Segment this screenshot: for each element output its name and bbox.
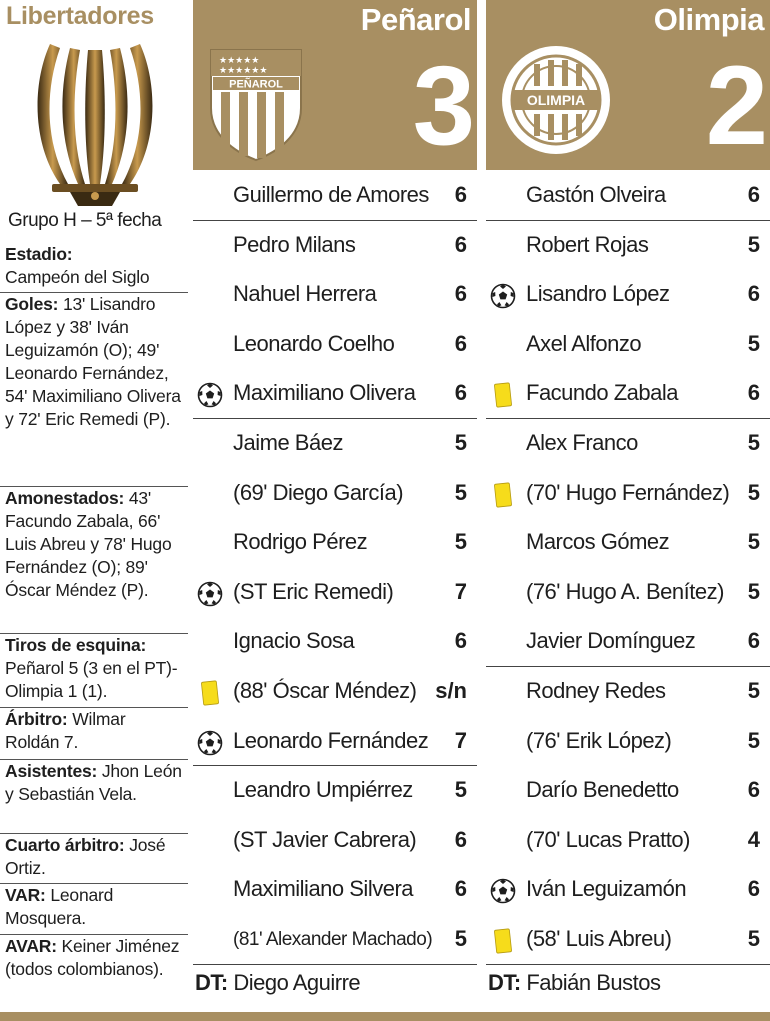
- player-name: Marcos Gómez: [526, 529, 670, 555]
- player-rating: 6: [454, 876, 467, 902]
- player-name: Iván Leguizamón: [526, 876, 687, 902]
- player-rating: 6: [454, 182, 467, 207]
- row-divider: [486, 964, 770, 965]
- player-row: [486, 222, 770, 271]
- player-rating: 5: [747, 578, 760, 604]
- info-avar: [0, 934, 188, 981]
- info-label: Goles:: [5, 294, 59, 314]
- player-rating: 6: [454, 380, 467, 406]
- player-rating: 5: [747, 678, 760, 703]
- player-row: [486, 718, 770, 767]
- info-text: 43' Facundo Zabala, 66' Luis Abreu y 78' Hugo Fernández (O); 89' Óscar Méndez (P).: [5, 488, 172, 600]
- player-name: Darío Benedetto: [526, 777, 679, 803]
- player-rating: 6: [747, 628, 760, 654]
- row-divider: [486, 666, 770, 667]
- player-rating: 7: [454, 578, 467, 604]
- player-name: Maximiliano Silvera: [233, 876, 414, 902]
- player-row: [486, 420, 770, 469]
- info-corners: [0, 633, 188, 703]
- row-divider: [193, 964, 477, 965]
- yellow-card-icon: [490, 928, 516, 954]
- player-rating: 6: [454, 281, 467, 307]
- player-rating: 5: [747, 529, 760, 555]
- info-label: VAR:: [5, 885, 46, 905]
- info-var: [0, 883, 188, 930]
- player-row: [486, 569, 770, 618]
- row-divider: [193, 418, 477, 419]
- info-text: Wilmar Roldán 7.: [5, 709, 126, 752]
- player-rating: 7: [454, 727, 467, 753]
- player-row: [193, 668, 477, 717]
- player-row: [486, 866, 770, 915]
- player-row: [193, 420, 477, 469]
- svg-text:★★★★★: ★★★★★: [219, 56, 260, 66]
- player-rating: 5: [454, 777, 467, 803]
- coach-name: Fabián Bustos: [526, 970, 661, 995]
- row-divider: [193, 220, 477, 221]
- player-rating: 4: [747, 826, 760, 852]
- player-name: Robert Rojas: [526, 231, 649, 257]
- player-name: (81' Alexander Machado): [233, 929, 433, 950]
- group-round: Grupo H – 5ª fecha: [8, 210, 162, 231]
- bottom-gold-bar: [0, 1012, 770, 1021]
- player-row: [193, 866, 477, 915]
- player-row: [193, 321, 477, 370]
- player-row: [486, 370, 770, 419]
- player-name: (88' Óscar Méndez): [233, 678, 417, 703]
- player-name: Guillermo de Amores: [233, 182, 429, 207]
- row-divider: [486, 220, 770, 221]
- info-label: Asistentes:: [5, 761, 98, 781]
- info-bookings: [0, 486, 188, 602]
- player-rating: 6: [454, 231, 467, 257]
- player-row: [486, 767, 770, 816]
- player-name: (ST Javier Cabrera): [233, 826, 417, 852]
- coach-name: Diego Aguirre: [233, 970, 361, 995]
- player-name: (76' Erik López): [526, 727, 672, 753]
- info-assistants: [0, 759, 188, 806]
- player-name: Leonardo Fernández: [233, 727, 429, 753]
- crest-label: PEÑAROL: [229, 78, 283, 91]
- away-team-name: Olimpia: [653, 2, 764, 37]
- home-coach: [195, 970, 360, 996]
- away-coach: [488, 970, 660, 996]
- player-name: Facundo Zabala: [526, 380, 678, 406]
- info-text: Campeón del Siglo: [5, 267, 150, 287]
- home-team-name: Peñarol: [360, 2, 471, 37]
- player-row: [193, 222, 477, 271]
- player-name: (ST Eric Remedi): [233, 578, 394, 604]
- player-row: [193, 470, 477, 519]
- player-row: [193, 172, 477, 221]
- player-rating: s/n: [435, 678, 467, 703]
- player-row: [486, 172, 770, 221]
- home-team-banner: [193, 0, 477, 170]
- player-name: Ignacio Sosa: [233, 628, 355, 654]
- player-rating: 6: [747, 380, 760, 406]
- player-name: Leonardo Coelho: [233, 330, 395, 356]
- player-row: [193, 519, 477, 568]
- ball-icon: [490, 878, 516, 904]
- info-text: Jhon León y Sebastián Vela.: [5, 761, 182, 804]
- player-row: [486, 321, 770, 370]
- player-name: Lisandro López: [526, 281, 670, 307]
- player-rating: 6: [454, 628, 467, 654]
- ball-icon: [197, 382, 223, 408]
- player-row: [486, 470, 770, 519]
- info-label: Tiros de esquina:: [5, 635, 147, 655]
- player-name: (58' Luis Abreu): [526, 926, 672, 951]
- away-team-banner: [486, 0, 770, 170]
- player-rating: 5: [454, 479, 467, 505]
- yellow-card-icon: [490, 382, 516, 408]
- info-fourth-official: [0, 833, 188, 880]
- info-text: Keiner Jiménez (todos colombianos).: [5, 936, 180, 979]
- player-name: Rodrigo Pérez: [233, 529, 368, 555]
- player-row: [486, 668, 770, 717]
- player-name: (76' Hugo A. Benítez): [526, 578, 724, 604]
- player-rating: 6: [454, 330, 467, 356]
- away-team-score: 2: [705, 43, 764, 168]
- info-text: 13' Lisandro López y 38' Iván Leguizamón (O); 49' Leonardo Fernández, 54' Maximiliano Olivera y 72' Eric Remedi (P).: [5, 294, 181, 429]
- info-referee: [0, 707, 188, 754]
- info-goals: [0, 292, 188, 431]
- player-rating: 5: [747, 231, 760, 257]
- player-row: [193, 271, 477, 320]
- player-rating: 5: [747, 926, 760, 951]
- player-name: Alex Franco: [526, 430, 638, 455]
- player-row: [486, 618, 770, 667]
- player-row: [486, 916, 770, 965]
- match-info-column: [0, 0, 188, 1021]
- player-rating: 5: [454, 430, 467, 455]
- svg-text:★★★★★★: ★★★★★★: [219, 66, 268, 76]
- player-row: [193, 916, 477, 965]
- player-row: [193, 370, 477, 419]
- player-row: [193, 569, 477, 618]
- player-row: [486, 271, 770, 320]
- player-rating: 5: [454, 529, 467, 555]
- info-label: Cuarto árbitro:: [5, 835, 125, 855]
- info-text: José Ortiz.: [5, 835, 166, 878]
- player-name: Gastón Olveira: [526, 182, 666, 207]
- player-row: [193, 817, 477, 866]
- ball-icon: [490, 283, 516, 309]
- player-rating: 6: [747, 876, 760, 902]
- competition-title: Libertadores: [6, 2, 154, 30]
- yellow-card-icon: [490, 482, 516, 508]
- player-name: Axel Alfonzo: [526, 330, 642, 356]
- player-row: [486, 817, 770, 866]
- player-name: Rodney Redes: [526, 678, 666, 703]
- info-label: AVAR:: [5, 936, 57, 956]
- player-row: [486, 519, 770, 568]
- penarol-crest-icon: [205, 44, 307, 162]
- coach-label: DT:: [195, 970, 228, 995]
- crest-label: OLIMPIA: [526, 92, 586, 108]
- player-rating: 6: [747, 777, 760, 803]
- player-rating: 5: [747, 727, 760, 753]
- player-row: [193, 767, 477, 816]
- player-name: Javier Domínguez: [526, 628, 696, 654]
- player-name: Maximiliano Olivera: [233, 380, 416, 406]
- info-label: Árbitro:: [5, 709, 68, 729]
- row-divider: [486, 418, 770, 419]
- player-rating: 6: [747, 182, 760, 207]
- player-name: Pedro Milans: [233, 231, 356, 257]
- player-name: (70' Lucas Pratto): [526, 826, 690, 852]
- player-rating: 5: [454, 926, 467, 951]
- info-stadium: [0, 243, 188, 289]
- ball-icon: [197, 581, 223, 607]
- player-rating: 5: [747, 330, 760, 356]
- info-label: Estadio:: [5, 244, 73, 264]
- info-label: Amonestados:: [5, 488, 125, 508]
- row-divider: [193, 765, 477, 766]
- player-name: Leandro Umpiérrez: [233, 777, 413, 803]
- coach-label: DT:: [488, 970, 521, 995]
- player-name: (70' Hugo Fernández): [526, 479, 730, 505]
- player-rating: 6: [454, 826, 467, 852]
- player-row: [193, 718, 477, 767]
- player-rating: 5: [747, 430, 760, 455]
- olimpia-crest-icon: [500, 40, 612, 160]
- player-rating: 6: [747, 281, 760, 307]
- info-text: Peñarol 5 (3 en el PT)-Olimpia 1 (1).: [5, 658, 178, 701]
- player-rating: 5: [747, 479, 760, 505]
- player-name: (69' Diego García): [233, 479, 404, 505]
- player-row: [193, 618, 477, 667]
- info-text: Leonard Mosquera.: [5, 885, 114, 928]
- trophy-icon: [30, 34, 160, 206]
- home-team-score: 3: [412, 43, 471, 168]
- player-name: Jaime Báez: [233, 430, 343, 455]
- yellow-card-icon: [197, 680, 223, 706]
- ball-icon: [197, 730, 223, 756]
- player-name: Nahuel Herrera: [233, 281, 377, 307]
